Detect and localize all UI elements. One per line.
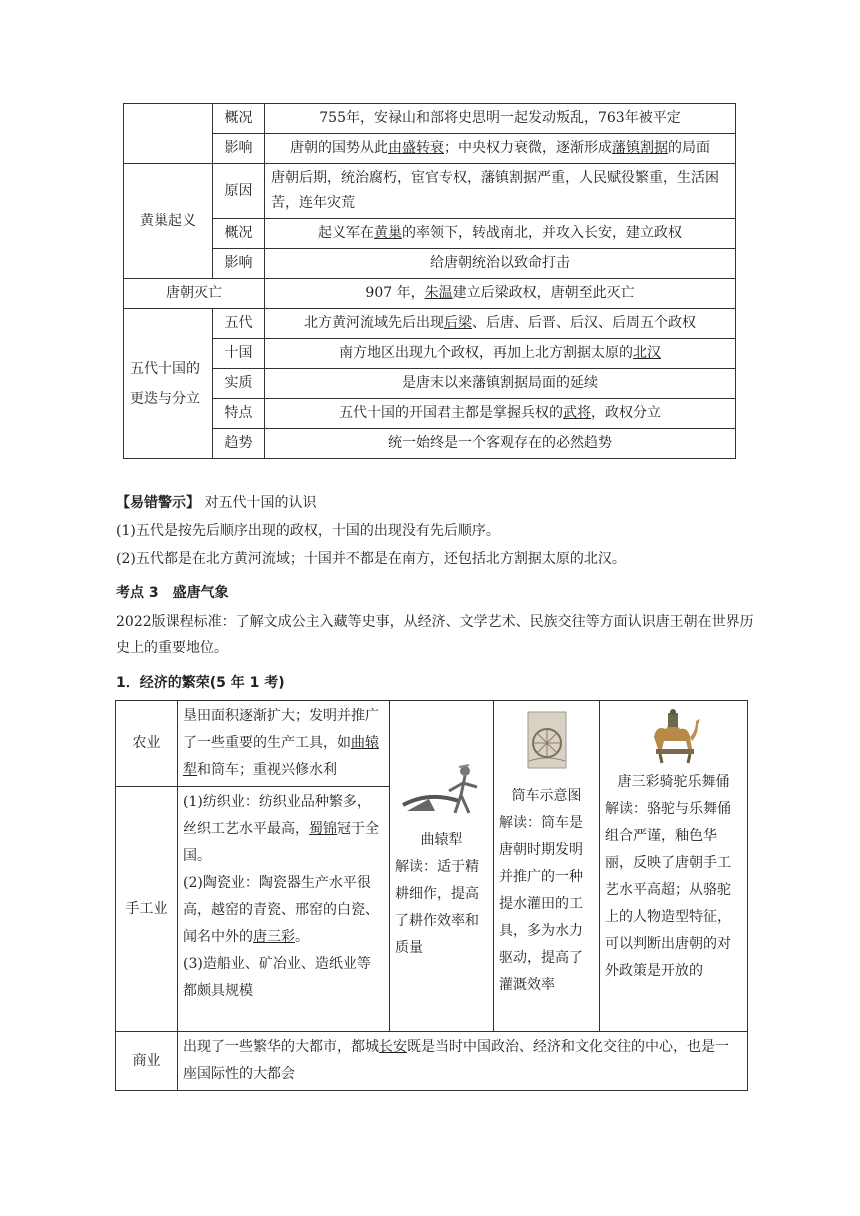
table-row bbox=[124, 249, 736, 279]
topic-label: 五代十国的更迭与分立 bbox=[124, 309, 213, 459]
key-term: 唐三彩 bbox=[253, 929, 295, 945]
image-explanation: 解读：适于精耕细作，提高了耕作效率和质量 bbox=[395, 859, 479, 956]
warning-title: 对五代十国的认识 bbox=[204, 495, 317, 511]
key-term: 武将 bbox=[563, 405, 591, 421]
history-table-tang-wudai bbox=[123, 103, 736, 459]
row-sub-label: 五代 bbox=[213, 309, 265, 339]
warning-point-1: (1)五代是按先后顺序出现的政权，十国的出现没有先后顺序。 bbox=[116, 523, 500, 539]
row-content: 755年，安禄山和部将史思明一起发动叛乱，763年被平定 bbox=[265, 104, 736, 134]
key-term: 北汉 bbox=[633, 345, 661, 361]
row-sub-label: 影响 bbox=[213, 249, 265, 279]
economy-table bbox=[115, 700, 748, 1091]
image-caption: 曲辕犁 bbox=[420, 832, 463, 848]
row-content: 907 年，朱温建立后梁政权，唐朝至此灭亡 bbox=[265, 279, 736, 309]
table-row bbox=[124, 279, 736, 309]
image-explanation: 解读：筒车是唐朝时期发明并推广的一种提水灌田的工具，多为水力驱动，提高了灌溉效率 bbox=[499, 815, 583, 993]
row-content: 北方黄河流域先后出现后梁、后唐、后晋、后汉、后周五个政权 bbox=[265, 309, 736, 339]
image-explanation: 解读：骆驼与乐舞俑组合严谨，釉色华丽，反映了唐朝手工艺水平高超；从骆驼上的人物造型特征，可以判断出唐朝的对外政策是开放的 bbox=[605, 801, 731, 979]
empty-label-cell bbox=[124, 104, 213, 164]
row-content: 南方地区出现九个政权，再加上北方割据太原的北汉 bbox=[265, 339, 736, 369]
row-sub-label: 实质 bbox=[213, 369, 265, 399]
topic-label: 黄巢起义 bbox=[124, 164, 213, 279]
key-term: 蜀锦 bbox=[309, 821, 337, 837]
row-content: 唐朝后期，统治腐朽，宦官专权，藩镇割据严重，人民赋役繁重，生活困苦，连年灾荒 bbox=[265, 164, 736, 219]
subsection-heading: 1．经济的繁荣(5 年 1 考) bbox=[116, 675, 285, 691]
row-label: 商业 bbox=[116, 1032, 178, 1091]
table-row bbox=[124, 309, 736, 339]
tricolor-camel-figurine bbox=[646, 707, 702, 765]
key-term: 后梁 bbox=[444, 315, 472, 331]
image-cell-camel bbox=[600, 701, 748, 1032]
row-label: 手工业 bbox=[116, 787, 178, 1032]
image-caption: 筒车示意图 bbox=[511, 788, 582, 804]
table-row bbox=[116, 1032, 748, 1091]
warning-tag: 【易错警示】 bbox=[116, 495, 200, 511]
row-content: 是唐末以来藩镇割据局面的延续 bbox=[265, 369, 736, 399]
row-content: 五代十国的开国君主都是掌握兵权的武将，政权分立 bbox=[265, 399, 736, 429]
curved-plow-illustration bbox=[399, 761, 485, 819]
row-content: (1)纺织业：纺织业品种繁多，丝织工艺水平最高，蜀锦冠于全国。 (2)陶瓷业：陶瓷器生产水平很高，越窑的青瓷、邢窑的白瓷、闻名中外的唐三彩。 (3)造船业、矿冶业、造纸业等都颇具规模 bbox=[178, 787, 390, 1032]
row-sub-label: 概况 bbox=[213, 104, 265, 134]
table-row bbox=[124, 219, 736, 249]
key-term: 黄巢 bbox=[374, 225, 402, 241]
table-row bbox=[124, 369, 736, 399]
row-content: 起义军在黄巢的率领下，转战南北，并攻入长安，建立政权 bbox=[265, 219, 736, 249]
row-sub-label: 特点 bbox=[213, 399, 265, 429]
row-content: 出现了一些繁华的大都市，都城长安既是当时中国政治、经济和文化交往的中心，也是一座国际性的大都会 bbox=[178, 1032, 748, 1091]
row-sub-label: 概况 bbox=[213, 219, 265, 249]
row-sub-label: 趋势 bbox=[213, 429, 265, 459]
row-sub-label: 原因 bbox=[213, 164, 265, 219]
topic-label: 唐朝灭亡 bbox=[124, 279, 265, 309]
image-cell-waterwheel bbox=[494, 701, 600, 1032]
row-content: 唐朝的国势从此由盛转衰；中央权力衰微，逐渐形成藩镇割据的局面 bbox=[265, 134, 736, 164]
warning-point-2: (2)五代都是在北方黄河流域；十国并不都是在南方，还包括北方割据太原的北汉。 bbox=[116, 551, 626, 567]
image-cell-plow bbox=[390, 701, 494, 1032]
row-label: 农业 bbox=[116, 701, 178, 787]
image-caption: 唐三彩骑驼乐舞俑 bbox=[617, 774, 730, 790]
table-row bbox=[124, 164, 736, 219]
table-row bbox=[116, 701, 748, 787]
row-content: 垦田面积逐渐扩大；发明并推广了一些重要的生产工具，如曲辕犁和筒车；重视兴修水利 bbox=[178, 701, 390, 787]
row-content: 统一始终是一个客观存在的必然趋势 bbox=[265, 429, 736, 459]
waterwheel-diagram bbox=[527, 711, 567, 769]
section-heading: 考点 3 盛唐气象 bbox=[116, 585, 229, 601]
warning-heading bbox=[116, 490, 756, 516]
row-content: 给唐朝统治以致命打击 bbox=[265, 249, 736, 279]
key-term: 由盛转衰 bbox=[388, 140, 444, 156]
key-term: 朱温 bbox=[424, 285, 453, 301]
row-sub-label: 十国 bbox=[213, 339, 265, 369]
table-row bbox=[124, 339, 736, 369]
key-term: 藩镇割据 bbox=[612, 140, 668, 156]
key-term: 曲辕犁 bbox=[183, 735, 379, 778]
table-row bbox=[124, 134, 736, 164]
table-row bbox=[124, 104, 736, 134]
table-row bbox=[124, 429, 736, 459]
curriculum-standard: 2022版课程标准：了解文成公主入藏等史事，从经济、文学艺术、民族交往等方面认识唐王朝在世界历史上的重要地位。 bbox=[116, 614, 754, 656]
row-sub-label: 影响 bbox=[213, 134, 265, 164]
key-term: 长安 bbox=[379, 1039, 407, 1055]
table-row bbox=[124, 399, 736, 429]
